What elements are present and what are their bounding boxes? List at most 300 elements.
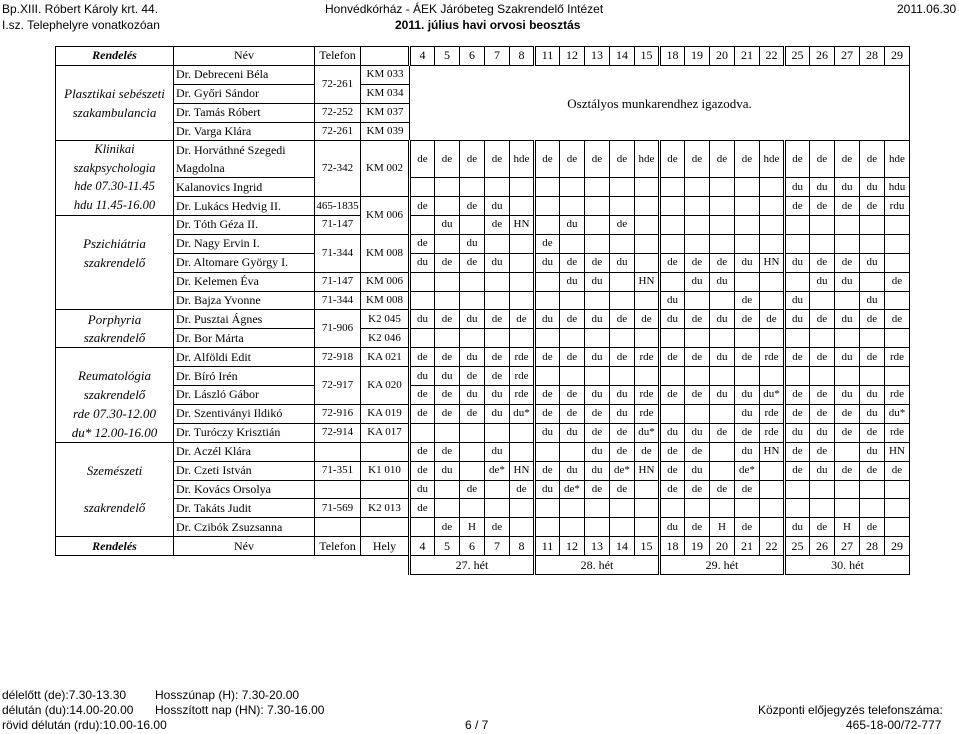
col-rendeles-bottom: Rendelés [56,537,174,556]
shift-cell [660,499,685,518]
day-header-bottom: 5 [435,537,460,556]
shift-cell [885,253,910,272]
shift-cell: rde [510,386,535,405]
shift-cell: de [735,518,760,537]
shift-cell [810,291,835,310]
phone-number: 72-914 [315,423,361,442]
shift-cell [660,197,685,216]
shift-cell: de [735,480,760,499]
shift-cell: du [410,253,435,272]
shift-cell: de [610,348,635,367]
shift-cell: de [585,141,610,178]
phone-number [315,480,361,499]
shift-cell: du [585,348,610,367]
phone-number: 71-344 [315,234,361,272]
day-header: 21 [735,47,760,66]
room-number: KM 033 [361,65,410,84]
shift-cell: de [835,197,860,216]
shift-cell: de [885,272,910,291]
shift-cell [760,197,785,216]
doctor-name: Dr. Turóczy Krisztián [174,423,315,442]
day-header-bottom: 8 [510,537,535,556]
shift-cell: de [735,310,760,329]
room-number: KM 008 [361,291,410,310]
shift-cell: de [685,141,710,178]
shift-cell [885,367,910,386]
day-header: 15 [635,47,660,66]
shift-cell: de [460,367,485,386]
room-number: KM 034 [361,84,410,103]
shift-cell [760,272,785,291]
shift-cell: de [435,386,460,405]
shift-cell [535,272,560,291]
shift-cell: de [835,141,860,178]
shift-cell [510,178,535,197]
shift-cell [635,499,660,518]
shift-cell: de [460,253,485,272]
col-hely [361,47,410,66]
shift-cell [560,518,585,537]
shift-cell: de [685,480,710,499]
shift-cell: de [660,253,685,272]
shift-cell [785,234,810,253]
phone-number: 72-916 [315,404,361,423]
shift-cell [760,461,785,480]
shift-cell: de [485,518,510,537]
shift-cell: du [610,386,635,405]
day-header-bottom: 12 [560,537,585,556]
shift-cell: rde [885,423,910,442]
shift-cell [485,480,510,499]
shift-cell [635,518,660,537]
shift-cell: du [835,310,860,329]
room-number [361,442,410,461]
shift-cell: de [410,141,435,178]
shift-cell: du [785,518,810,537]
shift-cell [460,329,485,348]
shift-cell: de [760,310,785,329]
shift-cell [710,499,735,518]
shift-cell [710,404,735,423]
shift-cell [860,329,885,348]
room-number [361,518,410,537]
shift-cell [810,499,835,518]
department-label: szakrendelő [56,253,174,272]
shift-cell [835,442,860,461]
shift-cell: de [410,234,435,253]
col-hely-bottom: Hely [361,537,410,556]
shift-cell [410,518,435,537]
shift-cell: de [785,442,810,461]
shift-cell [535,216,560,235]
shift-cell: de [860,461,885,480]
shift-cell: de [435,253,460,272]
shift-cell: du [735,442,760,461]
department-label: rde 07.30-12.00 [56,404,174,423]
schedule-row [56,272,910,291]
shift-cell: HN [885,442,910,461]
shift-cell [585,216,610,235]
shift-cell: du [810,178,835,197]
shift-cell [685,234,710,253]
shift-cell [660,178,685,197]
shift-cell [585,291,610,310]
shift-cell: du [835,178,860,197]
day-header: 29 [885,47,910,66]
shift-cell: du [435,216,460,235]
shift-cell: de [560,253,585,272]
shift-cell [785,480,810,499]
schedule-row [56,141,910,159]
doctor-name: Kalanovics Ingrid [174,178,315,197]
shift-cell [735,329,760,348]
department-label: Szemészeti [56,461,174,480]
shift-cell: de [585,404,610,423]
doctor-name: Dr. Alföldi Edit [174,348,315,367]
legend-h: Hosszúnap (H): 7.30-20.00 [155,688,300,702]
shift-cell: de [635,442,660,461]
shift-cell: de [735,423,760,442]
day-header: 26 [810,47,835,66]
day-header-bottom: 13 [585,537,610,556]
shift-cell [585,178,610,197]
shift-cell [560,329,585,348]
shift-cell: rde [885,348,910,367]
shift-cell [510,291,535,310]
day-header: 4 [410,47,435,66]
shift-cell: de [710,141,735,178]
day-header: 25 [785,47,810,66]
day-header: 11 [535,47,560,66]
shift-cell: du [735,253,760,272]
doctor-name: Dr. Kelemen Éva [174,272,315,291]
day-header: 12 [560,47,585,66]
shift-cell [885,499,910,518]
shift-cell: de [685,348,710,367]
schedule-row [56,234,910,253]
shift-cell [635,197,660,216]
day-header-bottom: 25 [785,537,810,556]
shift-cell: de [435,141,460,178]
shift-cell: de [410,348,435,367]
shift-cell [785,329,810,348]
schedule-row [56,442,910,461]
doctor-name: Dr. Czeti István [174,461,315,480]
shift-cell: de [485,141,510,178]
shift-cell [585,499,610,518]
col-telefon-bottom: Telefon [315,537,361,556]
shift-cell [785,216,810,235]
shift-cell [585,234,610,253]
shift-cell: HN [760,253,785,272]
day-header-bottom: 7 [485,537,510,556]
shift-cell [710,234,735,253]
department-label: Plasztikai sebészeti [56,84,174,103]
shift-cell: du [485,197,510,216]
shift-cell [435,423,460,442]
shift-cell: du [860,442,885,461]
day-header-bottom: 21 [735,537,760,556]
shift-cell: du [535,423,560,442]
shift-cell [785,272,810,291]
doctor-name: Dr. Bor Márta [174,329,315,348]
shift-cell: du [585,272,610,291]
schedule-row [56,310,910,329]
doctor-name: Dr. Debreceni Béla [174,65,315,84]
shift-cell [435,234,460,253]
shift-cell: du [460,348,485,367]
shift-cell: de [610,423,635,442]
legend-rdu: rövid délután (rdu):10.00-16.00 [2,718,167,732]
day-header-bottom: 4 [410,537,435,556]
shift-cell [435,272,460,291]
week-label: 29. hét [660,556,785,575]
phone-number: 72-252 [315,103,361,122]
shift-cell: de [510,480,535,499]
room-number: KM 039 [361,122,410,141]
shift-cell: de [535,386,560,405]
shift-cell: du [485,253,510,272]
shift-cell: du [535,253,560,272]
shift-cell [535,518,560,537]
shift-cell: de [685,253,710,272]
shift-cell: de [835,404,860,423]
shift-cell [510,442,535,461]
doctor-name: Magdolna [174,159,315,177]
shift-cell [885,480,910,499]
document-date: 2011.06.30 [897,2,957,16]
shift-cell: de [660,386,685,405]
shift-cell: du [585,386,610,405]
phone-number: 72-918 [315,348,361,367]
day-header-bottom: 20 [710,537,735,556]
department-label: szakrendelő [56,329,174,348]
shift-cell: de [560,310,585,329]
shift-cell [685,499,710,518]
phone-number [315,442,361,461]
day-header: 18 [660,47,685,66]
shift-cell [485,329,510,348]
shift-cell [710,197,735,216]
shift-cell [685,404,710,423]
shift-cell [585,518,610,537]
department-label: szakrendelő [56,499,174,518]
doctor-name: Dr. Pusztai Ágnes [174,310,315,329]
shift-cell: de [810,141,835,178]
schedule-row [56,518,910,537]
shift-cell: de [660,461,685,480]
shift-cell: du [785,423,810,442]
hospital-name: Honvédkórház - ÁEK Járóbeteg Szakrendelő Intézet [325,2,604,16]
shift-cell: du [560,272,585,291]
shift-cell [510,423,535,442]
shift-cell [660,404,685,423]
shift-cell: de [535,141,560,178]
shift-cell: de [460,480,485,499]
shift-cell: de [685,442,710,461]
doctor-name: Dr. Szentiványi Ildikó [174,404,315,423]
shift-cell [760,234,785,253]
shift-cell: du [410,480,435,499]
shift-cell [735,272,760,291]
shift-cell [660,329,685,348]
shift-cell [810,480,835,499]
doctor-name: Dr. Altomare György I. [174,253,315,272]
shift-cell [835,499,860,518]
shift-cell [510,329,535,348]
shift-cell: du [560,216,585,235]
doctor-name: Dr. Bajza Yvonne [174,291,315,310]
shift-cell: du [835,386,860,405]
shift-cell: rde [760,404,785,423]
phone-number: 72-917 [315,367,361,405]
shift-cell [860,234,885,253]
shift-cell: du [535,310,560,329]
shift-cell [610,234,635,253]
shift-cell [860,480,885,499]
shift-cell [485,291,510,310]
shift-cell [535,329,560,348]
shift-cell: du [460,386,485,405]
header-row [56,47,910,66]
shift-cell [860,499,885,518]
shift-cell [710,461,735,480]
shift-cell: de [435,404,460,423]
shift-cell [435,197,460,216]
shift-cell: de [560,386,585,405]
doctor-name: Dr. Horváthné Szegedi [174,141,315,159]
day-header-bottom: 15 [635,537,660,556]
page-number: 6 / 7 [465,718,489,732]
day-header: 14 [610,47,635,66]
shift-cell: rde [885,386,910,405]
schedule-row [56,386,910,405]
shift-cell [460,499,485,518]
shift-cell: de* [735,461,760,480]
shift-cell [510,234,535,253]
shift-cell [485,499,510,518]
shift-cell: du [585,310,610,329]
shift-cell [535,499,560,518]
room-number: KA 017 [361,423,410,442]
shift-cell: du [810,272,835,291]
shift-cell: du [785,310,810,329]
shift-cell [560,197,585,216]
shift-cell: de [660,480,685,499]
shift-cell: de [835,461,860,480]
doctor-name: Dr. Tamás Róbert [174,103,315,122]
department-label [56,291,174,310]
department-label: hde 07.30-11.45 [56,178,174,197]
shift-cell: du [685,461,710,480]
shift-cell: de [810,518,835,537]
shift-cell: du [810,423,835,442]
shift-cell: de [860,518,885,537]
shift-cell [410,272,435,291]
phone-number: 71-344 [315,291,361,310]
col-telefon: Telefon [315,47,361,66]
shift-cell [410,291,435,310]
shift-cell [760,178,785,197]
shift-cell [735,499,760,518]
shift-cell: de [860,423,885,442]
shift-cell [635,291,660,310]
department-label [56,216,174,235]
shift-cell: de [410,386,435,405]
day-header-bottom: 18 [660,537,685,556]
shift-cell [685,197,710,216]
shift-cell [610,329,635,348]
shift-cell: de [810,253,835,272]
shift-cell [685,216,710,235]
department-label: Porphyria [56,310,174,329]
doctor-name: Dr. Győri Sándor [174,84,315,103]
shift-cell: de [485,310,510,329]
shift-cell: du [685,423,710,442]
shift-cell: de [835,253,860,272]
shift-cell: de [785,141,810,178]
department-label [56,65,174,84]
shift-cell [635,234,660,253]
shift-cell: de [585,253,610,272]
shift-cell: du [810,461,835,480]
shift-cell: de [685,518,710,537]
shift-cell: du [660,423,685,442]
shift-cell: de [735,141,760,178]
shift-cell: de [735,291,760,310]
phone-number: 72-261 [315,65,361,103]
day-header: 7 [485,47,510,66]
shift-cell [685,367,710,386]
spacer-cell [174,556,315,575]
shift-cell [735,216,760,235]
shift-cell: du [410,310,435,329]
shift-cell [485,423,510,442]
schedule-row [56,404,910,423]
shift-cell: de [710,253,735,272]
shift-cell [560,291,585,310]
day-header: 6 [460,47,485,66]
shift-cell: de [585,423,610,442]
shift-cell [760,480,785,499]
phone-number: 71-351 [315,461,361,480]
shift-cell [485,272,510,291]
shift-cell: de [485,367,510,386]
central-booking-phone: 465-18-00/72-777 [846,718,942,732]
shift-cell: de [410,442,435,461]
shift-cell [535,367,560,386]
shift-cell: du* [510,404,535,423]
shift-cell: de [535,348,560,367]
doctor-name: Dr. Kovács Orsolya [174,480,315,499]
shift-cell [460,461,485,480]
shift-cell: de [835,423,860,442]
shift-cell: du [560,461,585,480]
shift-cell: du [460,310,485,329]
shift-cell: de [560,348,585,367]
shift-cell [685,178,710,197]
shift-cell: de [485,348,510,367]
shift-cell [835,291,860,310]
shift-cell [535,291,560,310]
shift-cell [885,234,910,253]
department-label [56,480,174,499]
room-number: K2 046 [361,329,410,348]
shift-cell: rde [635,348,660,367]
shift-cell: H [710,518,735,537]
shift-cell [435,291,460,310]
shift-cell: de [660,348,685,367]
